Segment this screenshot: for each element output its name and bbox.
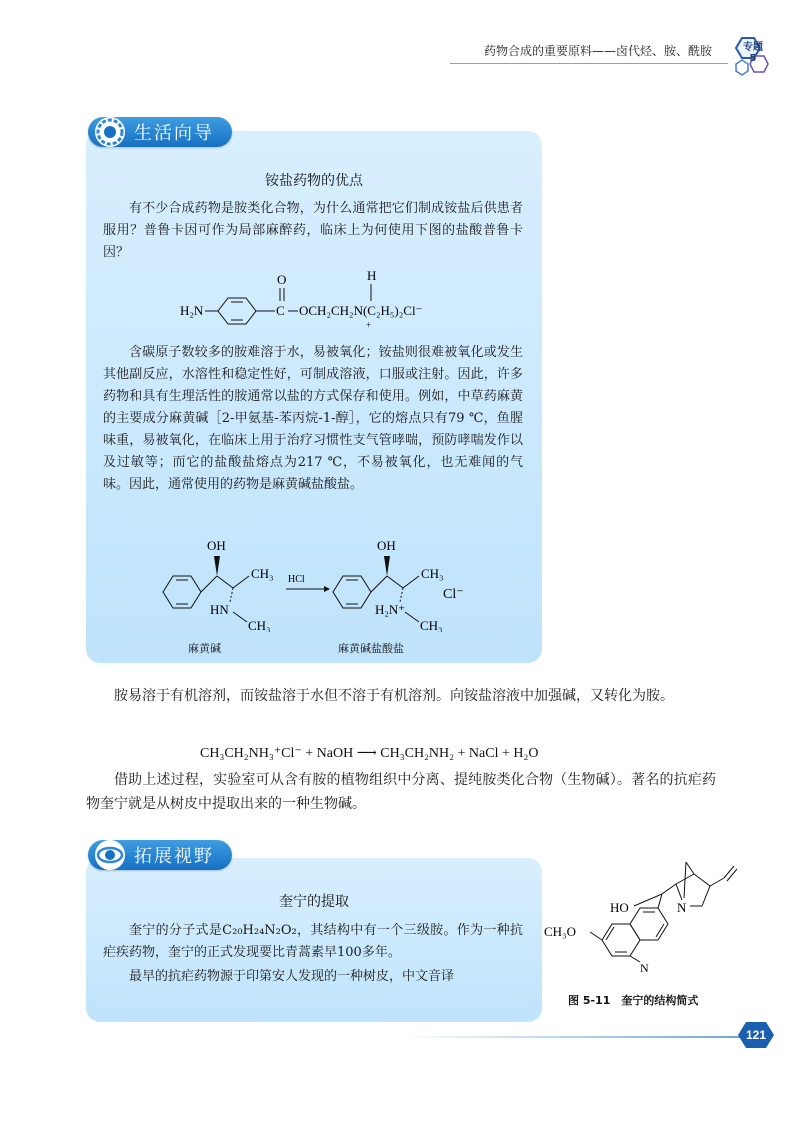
salt-oh: OH — [377, 538, 396, 553]
box1-title: 铵盐药物的优点 — [265, 173, 363, 189]
main-para2: 借助上述过程，实验室可从含有胺的植物组织中分离、提纯胺类化合物（生物碱）。著名的抗疟药物奎宁就是从树皮中提取出来的一种生物碱。 — [86, 772, 716, 812]
gear-icon — [92, 114, 128, 150]
salt-ch3: CH₃ — [421, 566, 444, 581]
quinine-ring-n: N — [640, 961, 649, 975]
salt-cl: Cl⁻ — [443, 587, 464, 602]
box2-para2: 最早的抗疟药物源于印第安人发现的一种树皮，中文音译 — [129, 969, 455, 984]
procaine-h2n: H₂N — [180, 303, 204, 318]
main-para1: 胺易溶于有机溶剂，而铵盐溶于水但不溶于有机溶剂。向铵盐溶液中加强碱，又转化为胺。 — [114, 688, 674, 704]
box1-para1: 有不少合成药物是胺类化合物，为什么通常把它们制成铵盐后供患者服用？普鲁卡因可作为局部麻醉药，临床上为何使用下图的盐酸普鲁卡因？ — [103, 201, 523, 260]
salt-caption: 麻黄碱盐酸盐 — [338, 642, 404, 655]
extended-view-tag — [88, 840, 232, 870]
running-header: 药物合成的重要原料——卤代烃、胺、酰胺 — [483, 44, 712, 58]
ephedrine-ch3: CH₃ — [251, 566, 274, 581]
life-guide-tag-label: 生活向导 — [134, 123, 214, 144]
reaction-arrow-icon — [284, 572, 330, 596]
ephedrine-oh: OH — [207, 538, 226, 553]
footer-rule — [400, 1036, 740, 1038]
procaine-h: H — [367, 268, 377, 283]
box2-para1: 奎宁的分子式是C₂₀H₂₄N₂O₂，其结构中有一个三级胺。作为一种抗疟疾药物，奎宁的正式发现要比青蒿素早100多年。 — [103, 923, 523, 960]
quinine-structure — [544, 860, 744, 980]
figure-caption: 图 5-11 奎宁的结构简式 — [568, 994, 699, 1007]
header-rule — [450, 63, 728, 64]
ephedrine-nch3: CH₃ — [248, 618, 271, 632]
procaine-carbonyl-o: O — [277, 272, 287, 287]
procaine-carbonyl-c: C — [276, 303, 285, 318]
neutralization-equation: CH₃CH₂NH₃⁺Cl⁻ + NaOH ⟶ CH₃CH₂NH₂ + NaCl + H₂O — [200, 746, 539, 761]
quinine-amine-n: N — [677, 900, 687, 915]
extended-view-tag-label: 拓展视野 — [134, 846, 214, 867]
ephedrine-hn: HN — [210, 602, 229, 617]
box2-title: 奎宁的提取 — [279, 894, 349, 910]
life-guide-tag — [88, 117, 232, 147]
eye-icon — [92, 837, 128, 873]
salt-nch3: CH₃ — [420, 618, 443, 632]
page-number-badge — [738, 1020, 774, 1050]
ephedrine-structure — [155, 532, 285, 632]
procaine-chain: OCH₂CH₂N(C₂H₅)₂Cl⁻ — [299, 303, 423, 318]
page-number: 121 — [745, 1028, 767, 1042]
quinine-ho: HO — [610, 900, 629, 915]
chapter-label — [736, 42, 770, 64]
procaine-structure — [180, 268, 470, 330]
chapter-badge — [736, 38, 770, 76]
salt-h2n: H₂N⁺ — [375, 602, 406, 617]
chapter-label-1: 专题 — [743, 42, 763, 53]
chapter-label-2: 5 — [749, 53, 757, 64]
reagent-hcl: HCl — [288, 574, 305, 585]
quinine-ch3o: CH₃O — [544, 924, 576, 939]
ephedrine-caption: 麻黄碱 — [188, 642, 221, 655]
procaine-plus: + — [366, 320, 372, 330]
ephedrine-salt-structure — [325, 532, 485, 632]
box1-para2: 含碳原子数较多的胺难溶于水，易被氧化；铵盐则很难被氧化或发生其他副反应，水溶性和稳定性好，可制成溶液，口服或注射。因此，许多药物和具有生理活性的胺通常以盐的方式保存和使用。例如，中草药麻黄的主要成分麻黄碱［2-甲氨基-苯丙烷-1-醇］，它的熔点只有79 ℃，鱼腥味重，易被氧化，在临床上用于治疗习惯性支气管哮喘，预防哮喘发作以及过敏等；而它的盐酸盐熔点为217 ℃，不易被氧化，也无难闻的气味。因此，通常使用的药物是麻黄碱盐酸盐。 — [103, 345, 523, 492]
